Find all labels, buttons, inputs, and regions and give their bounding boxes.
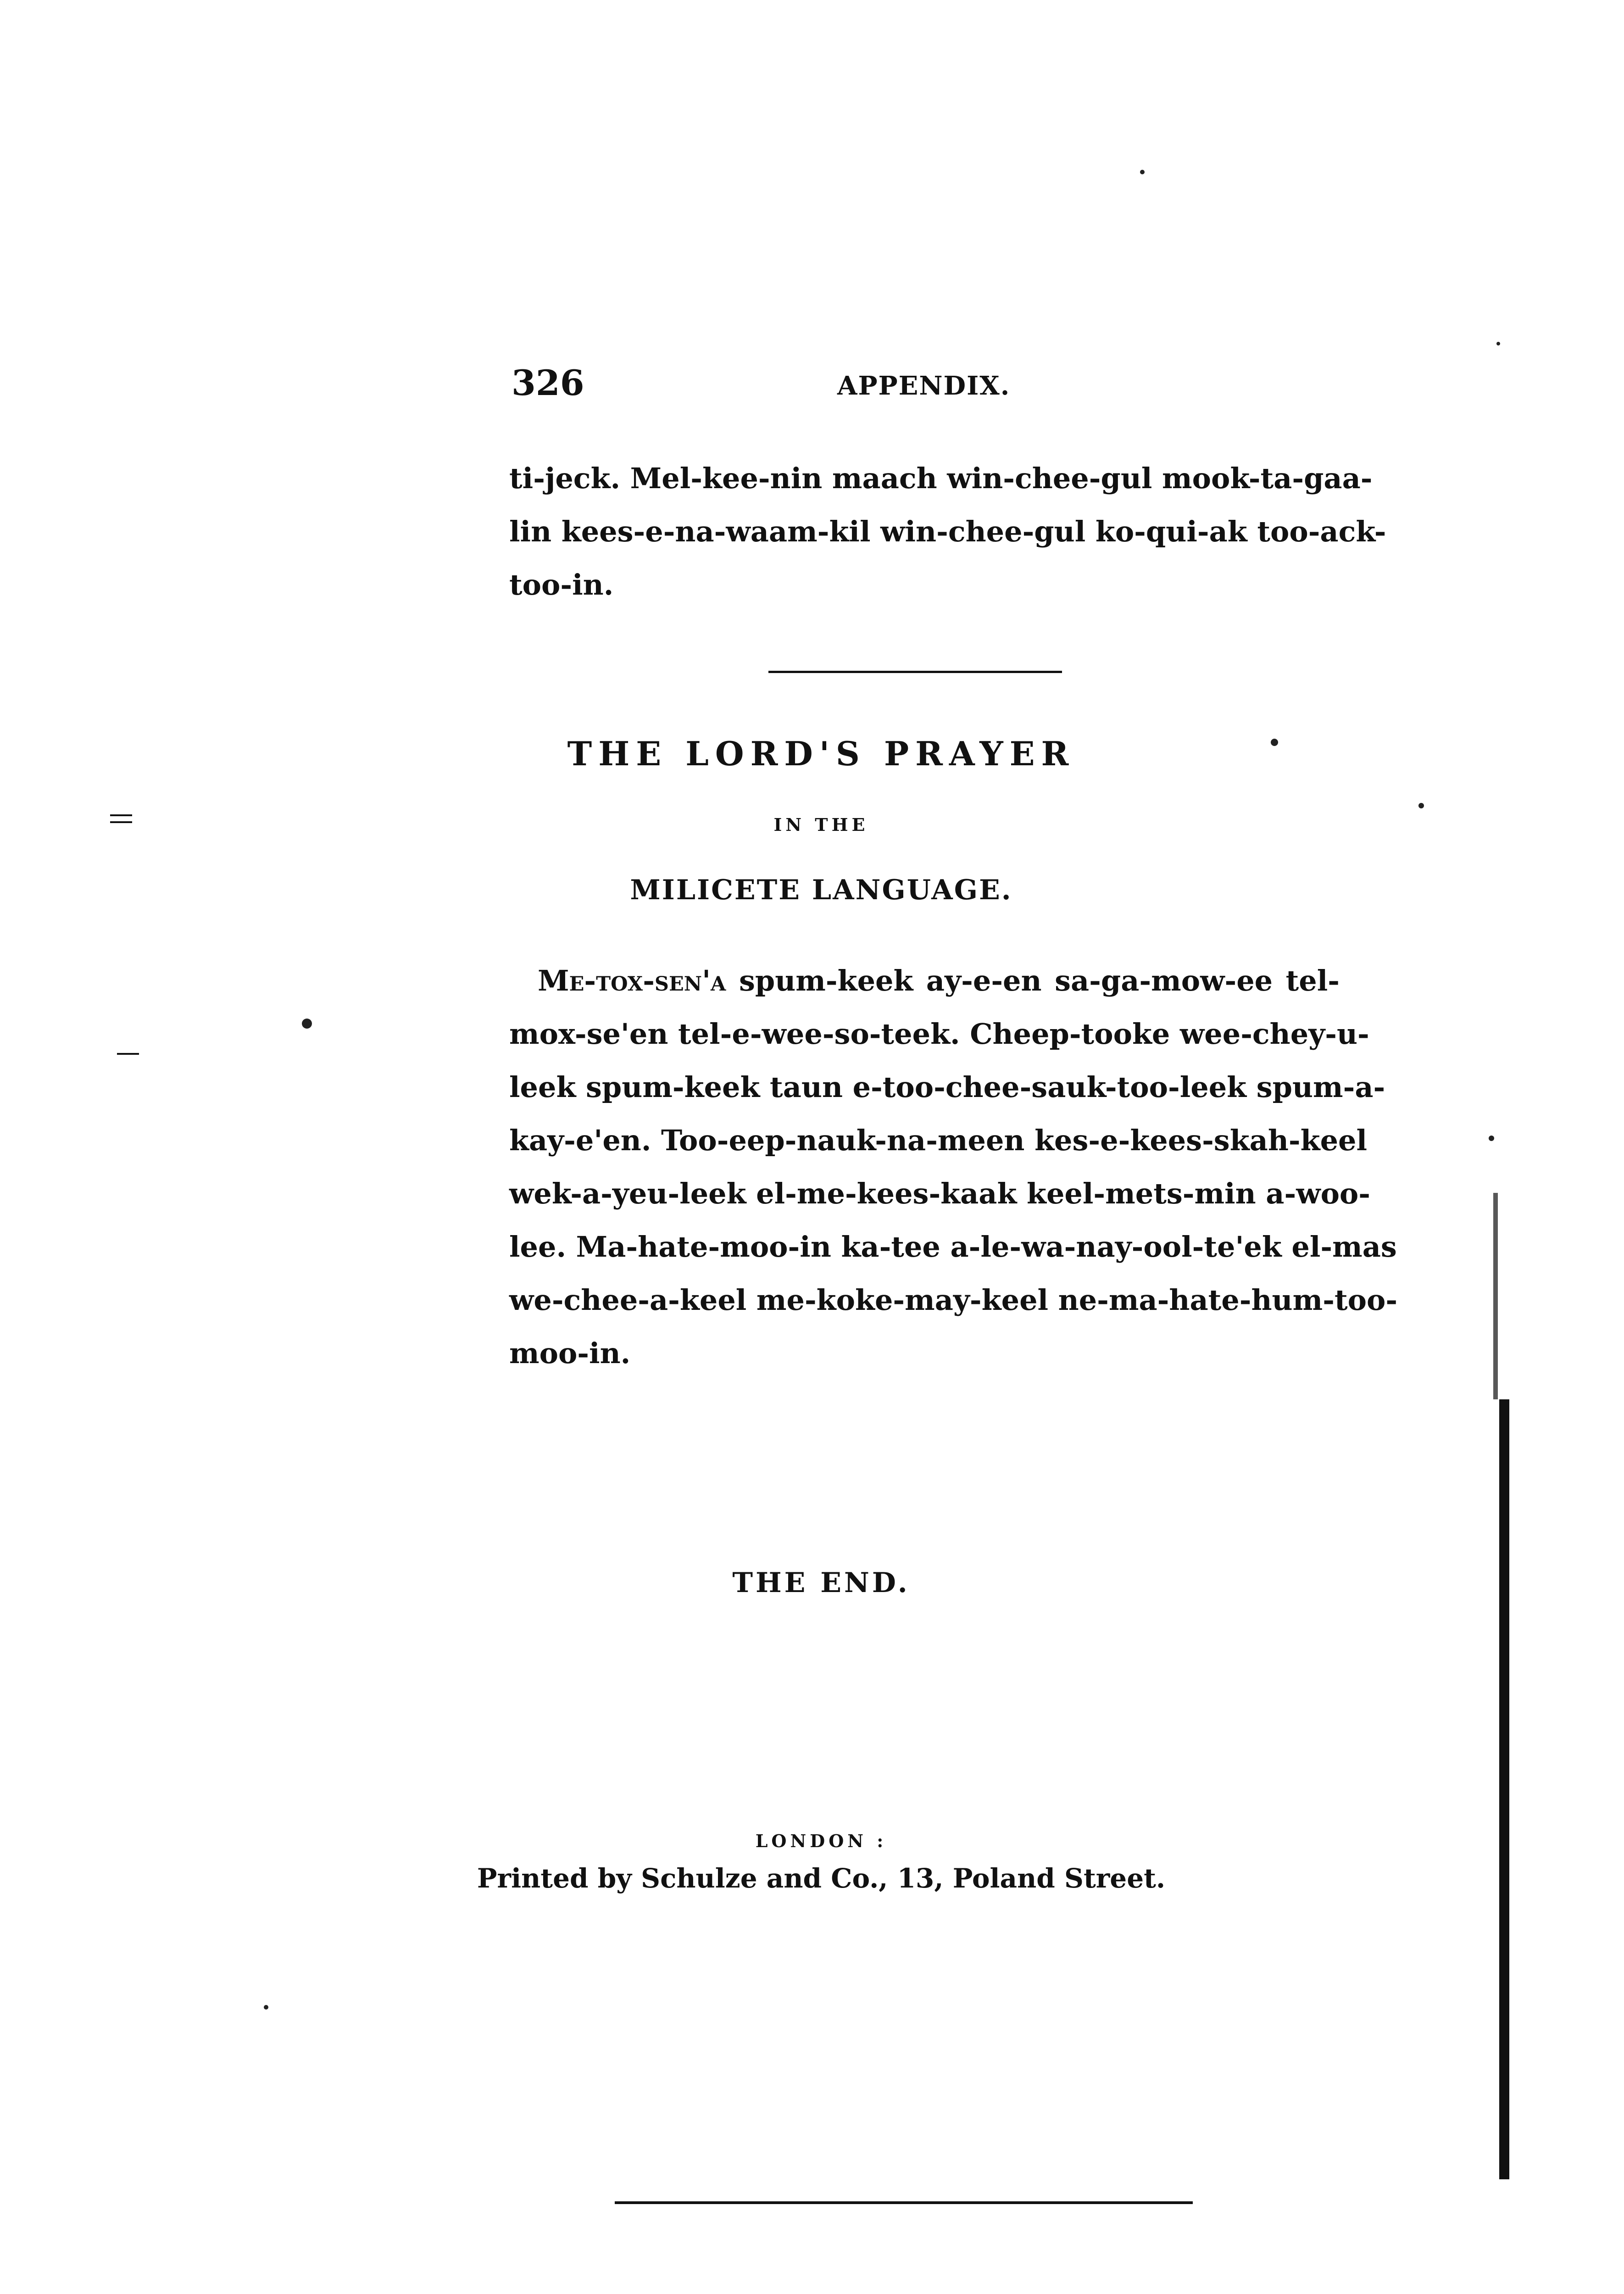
text-line: moo-in. <box>509 1336 631 1370</box>
text-line: ti-jeck. Mel-kee-nin maach win-chee-gul mook-ta-gaa- <box>509 462 1373 495</box>
scan-speck <box>1271 739 1278 746</box>
text-line: too-in. <box>509 568 614 601</box>
running-head: APPENDIX. <box>837 371 1011 401</box>
text-line <box>509 954 1340 1008</box>
scan-speck <box>302 1019 312 1029</box>
scan-speck <box>264 2005 268 2010</box>
text-line: lin kees-e-na-waam-kil win-chee-gul ko-qui-ak too-ack- <box>509 515 1386 548</box>
text-line: leek spum-keek taun e-too-chee-sauk-too-leek spum-a- <box>509 1070 1385 1104</box>
prayer-subtitle: IN THE <box>773 814 869 835</box>
text-line: kay-e'en. Too-eep-nauk-na-meen kes-e-kees-skah-keel <box>509 1124 1368 1157</box>
scan-speck <box>1496 342 1500 345</box>
scan-mark <box>110 814 132 816</box>
section-divider <box>768 671 1062 673</box>
scan-mark <box>117 1053 139 1055</box>
imprint-printer: Printed by Schulze and Co., 13, Poland Street. <box>477 1863 1166 1894</box>
scan-speck <box>1489 1136 1494 1141</box>
text-line-rest: spum-keek ay-e-en sa-ga-mow-ee tel- <box>726 964 1340 997</box>
prayer-paragraph <box>509 954 1398 1380</box>
page-header <box>512 362 1337 418</box>
text-line: mox-se'en tel-e-wee-so-teek. Cheep-tooke wee-chey-u- <box>509 1017 1369 1051</box>
prayer-title: THE LORD'S PRAYER <box>567 734 1075 773</box>
scan-margin-bar <box>1499 1399 1509 2179</box>
prayer-language: MILICETE LANGUAGE. <box>630 874 1012 906</box>
text-line: we-chee-a-keel me-koke-may-keel ne-ma-hate-hum-too- <box>509 1283 1398 1317</box>
text-line: lee. Ma-hate-moo-in ka-tee a-le-wa-nay-ool-te'ek el-mas <box>509 1230 1397 1264</box>
imprint-city: LONDON : <box>755 1831 887 1851</box>
the-end: THE END. <box>732 1567 910 1599</box>
scan-mark <box>110 821 132 823</box>
scan-bottom-rule <box>615 2201 1193 2204</box>
scan-margin-bar-upper <box>1493 1193 1498 1399</box>
continued-paragraph <box>509 452 1386 612</box>
page-number: 326 <box>512 362 584 403</box>
opening-words: Me-tox-sen'a <box>538 964 726 997</box>
scan-speck <box>1418 803 1424 808</box>
text-line: wek-a-yeu-leek el-me-kees-kaak keel-mets-min a-woo- <box>509 1177 1371 1210</box>
scan-speck <box>1140 170 1145 174</box>
